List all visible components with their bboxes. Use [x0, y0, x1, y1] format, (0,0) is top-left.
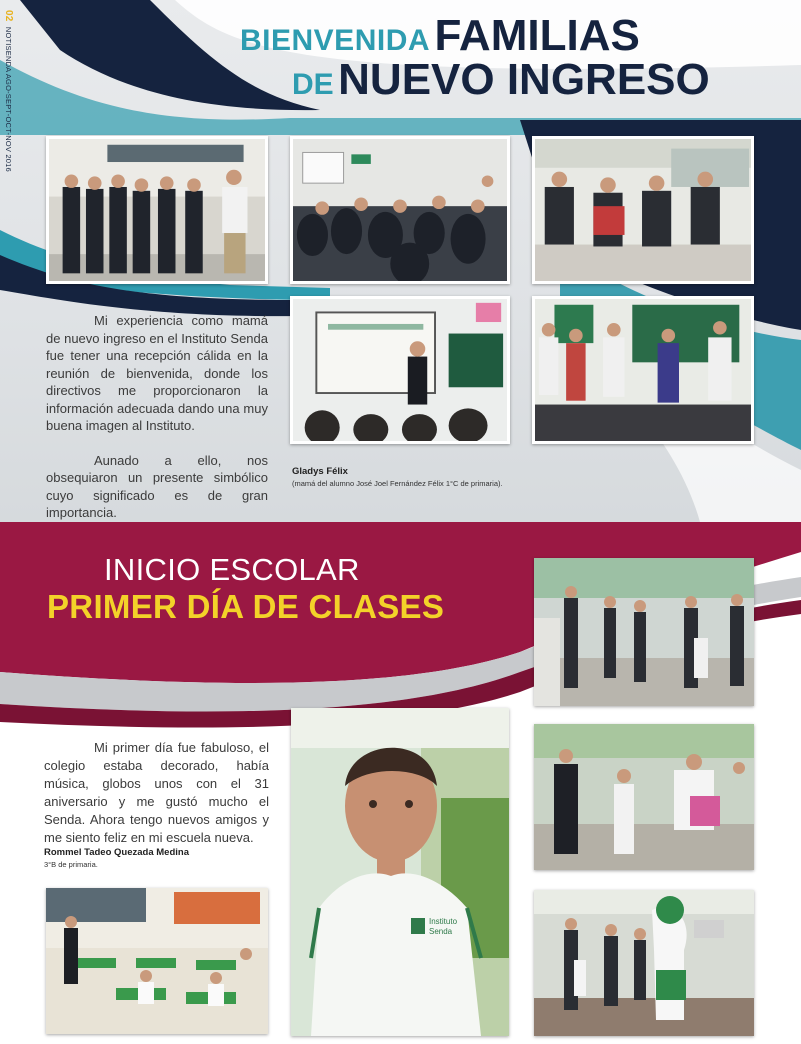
testimonial-paragraph-2: Aunado a ello, nos obsequiaron un presente simbólico cuyo significado es de gran importancia.: [46, 452, 268, 520]
photo-staff-lineup: [46, 136, 268, 284]
issue-label: NOTISENDA AGO-SEPT-OCT-NOV 2016: [4, 26, 13, 172]
title-familias: FAMILIAS: [434, 11, 640, 60]
testimonial-mother: [46, 312, 268, 522]
photo-presenter: [290, 296, 510, 444]
student-grade: 3°B de primaria.: [44, 860, 98, 869]
photo-student-portrait: [291, 708, 509, 1036]
photo-school-entrance: [534, 558, 754, 706]
title-line-2: [292, 55, 710, 104]
photo-mascot: [534, 890, 754, 1036]
title-de: DE: [292, 68, 334, 101]
student-name: Rommel Tadeo Quezada Medina: [44, 847, 189, 858]
shirt-logo-line1: Instituto: [429, 917, 458, 926]
first-day-section: [0, 522, 801, 1044]
title-bienvenida: BIENVENIDA: [240, 24, 431, 57]
title-inicio-escolar: INICIO ESCOLAR: [104, 552, 360, 587]
photo-classroom: [46, 888, 268, 1034]
student-paragraph: Mi primer día fue fabuloso, el colegio estaba decorado, había música, globos unos con el 31 aniversario y me gustó mucho el Senda. Ahora tengo nuevos amigos y me siento feliz en mi escuela nueva.: [44, 740, 269, 845]
page-number: 02: [3, 10, 14, 22]
title-primer-dia: PRIMER DÍA DE CLASES: [47, 588, 445, 625]
title-nuevo-ingreso: NUEVO INGRESO: [338, 55, 710, 104]
shirt-logo-line2: Senda: [429, 927, 453, 936]
author-note: (mamá del alumno José Joel Fernández Félix 1°C de primaria).: [292, 479, 503, 488]
photo-greeting-students: [534, 724, 754, 870]
side-vertical-text: [2, 10, 16, 260]
photo-directors: [532, 296, 754, 444]
photo-parents-audience: [290, 136, 510, 284]
photo-seated-parents: [532, 136, 754, 284]
author-name: Gladys Félix: [292, 466, 348, 477]
testimonial-paragraph-1: Mi experiencia como mamá de nuevo ingreso en el Instituto Senda fue tener una recepción cálida en la reunión de bienvenida, donde los directivos me proporcionaron la información adecuada dando una muy buena imagen al Instituto.: [46, 313, 268, 433]
title-line-1: [240, 11, 640, 60]
testimonial-student: [44, 739, 269, 847]
